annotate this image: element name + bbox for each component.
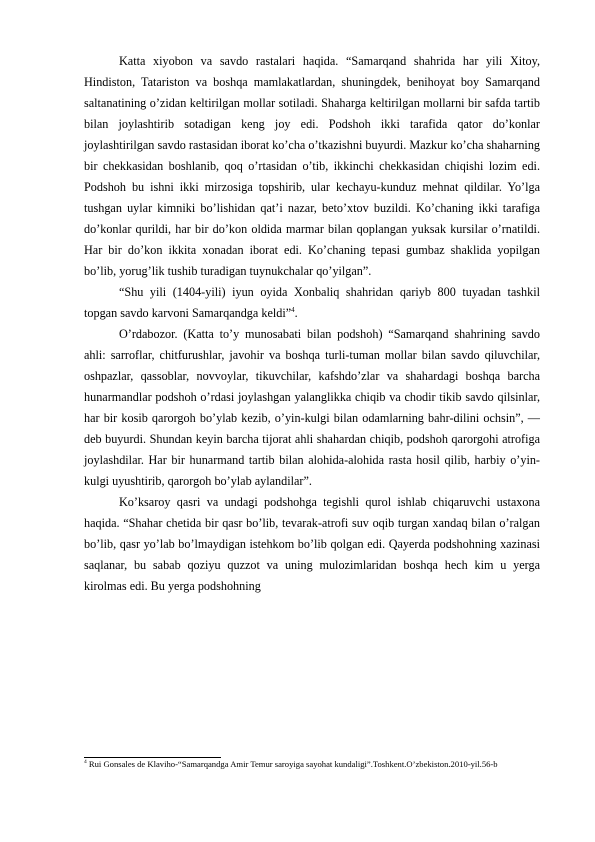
document-body	[84, 51, 540, 597]
paragraph-savdo-rastalari: Katta xiyobon va savdo rastalari haqida. “Samarqand shahrida har yili Xitoy, Hindiston, Tatariston va boshqa mamlakatlardan, shuningdek, benihoyat boy Samarqand saltanatining o’zidan keltirilgan mollar sotiladi. Shaharga keltirilgan mollarni bir safda tartib bilan joylashtirib sotadigan keng joy edi. Podshoh ikki tarafida qator do’konlar joylashtirilgan savdo rastasidan iborat ko’cha o’tkazishni buyurdi. Mazkur ko’cha shaharning bir chekkasidan boshlanib, qoq o’rtasidan o’tib, ikkinchi chekkasidan chiqishi lozim edi. Podshoh bu ishni ikki mirzosiga topshirib, ular kechayu-kunduz mehnat qildilar. Yo’lga tushgan uylar kimniki bo’lishidan qat’i nazar, beto’xtov buzildi. Ko’chaning ikki tarafiga do’konlar qurildi, har bir do’kon oldida marmar bilan qoplangan yuksak kursilar o’rnatildi. Har bir do’kon ikkita xonadan iborat edi. Ko’chaning tepasi gumbaz shaklida yopilgan bo’lib, yorug’lik tushib turadigan tuynukchalar qo’yilgan”.	[84, 54, 541, 278]
paragraph-ordabozor: O’rdabozor. (Katta to’y munosabati bilan podshoh) “Samarqand shahrining savdo ahli: sarroflar, chitfurushlar, javohir va boshqa turli-tuman mollar bilan savdo qiluvchilar, oshpazlar, qassoblar, novvoylar, tikuvchilar, kafshdo’zlar va shahardagi boshqa barcha hunarmandlar podshoh o’rdasi joylashgan yalanglikka chiqib va chodir tikib savdo qilsinlar, har bir kosib qarorgoh bo’ylab kezib, o’yin-kulgi bilan odamlarning bahr-dilini ochsin”, — deb buyurdi. Shundan keyin barcha tijorat ahli shahardan chiqib, podshoh qarorgohi atrofiga joylashdilar. Har bir hunarmand tartib bilan alohida-alohida rasta hosil qilib, harbiy o’yin-kulgi uyushtirib, qarorgoh bo’ylab aylandilar”.	[84, 327, 540, 488]
footnote	[84, 759, 540, 770]
footnote-divider	[84, 757, 221, 758]
paragraph-savdo-karvoni	[84, 282, 540, 324]
quote-text: “Shu yili (1404-yili) iyun oyida Xonbaliq shahridan qariyb 800 tuyadan tashkil topgan savdo karvoni Samarqandga keldi”	[84, 285, 540, 320]
footnote-number: 4	[84, 759, 87, 766]
footnote-reference[interactable]: 4	[291, 305, 295, 314]
paragraph-koksaroy: Ko’ksaroy qasri va undagi podshohga tegishli qurol ishlab chiqaruvchi ustaxona haqida. “Shahar chetida bir qasr bo’lib, tevarak-atrofi suv oqib turgan xandaq bilan o’ralgan bo’lib, qasr yo’lab bo’lmaydigan istehkom bo’lib qolgan edi. Qayerda podshohning xazinasi saqlanar, bu sabab qoziyu quzzot va uning mulozimlaridan boshqa hech kim u yerga kirolmas edi. Bu yerga podshohning	[84, 495, 540, 593]
footnote-text: Rui Gonsales de Klaviho-“Samarqandga Amir Temur saroyiga sayohat kundaligi”.Toshkent.O’zbekiston.2010-yil.56-b	[88, 759, 498, 769]
quote-tail: .	[294, 306, 298, 320]
